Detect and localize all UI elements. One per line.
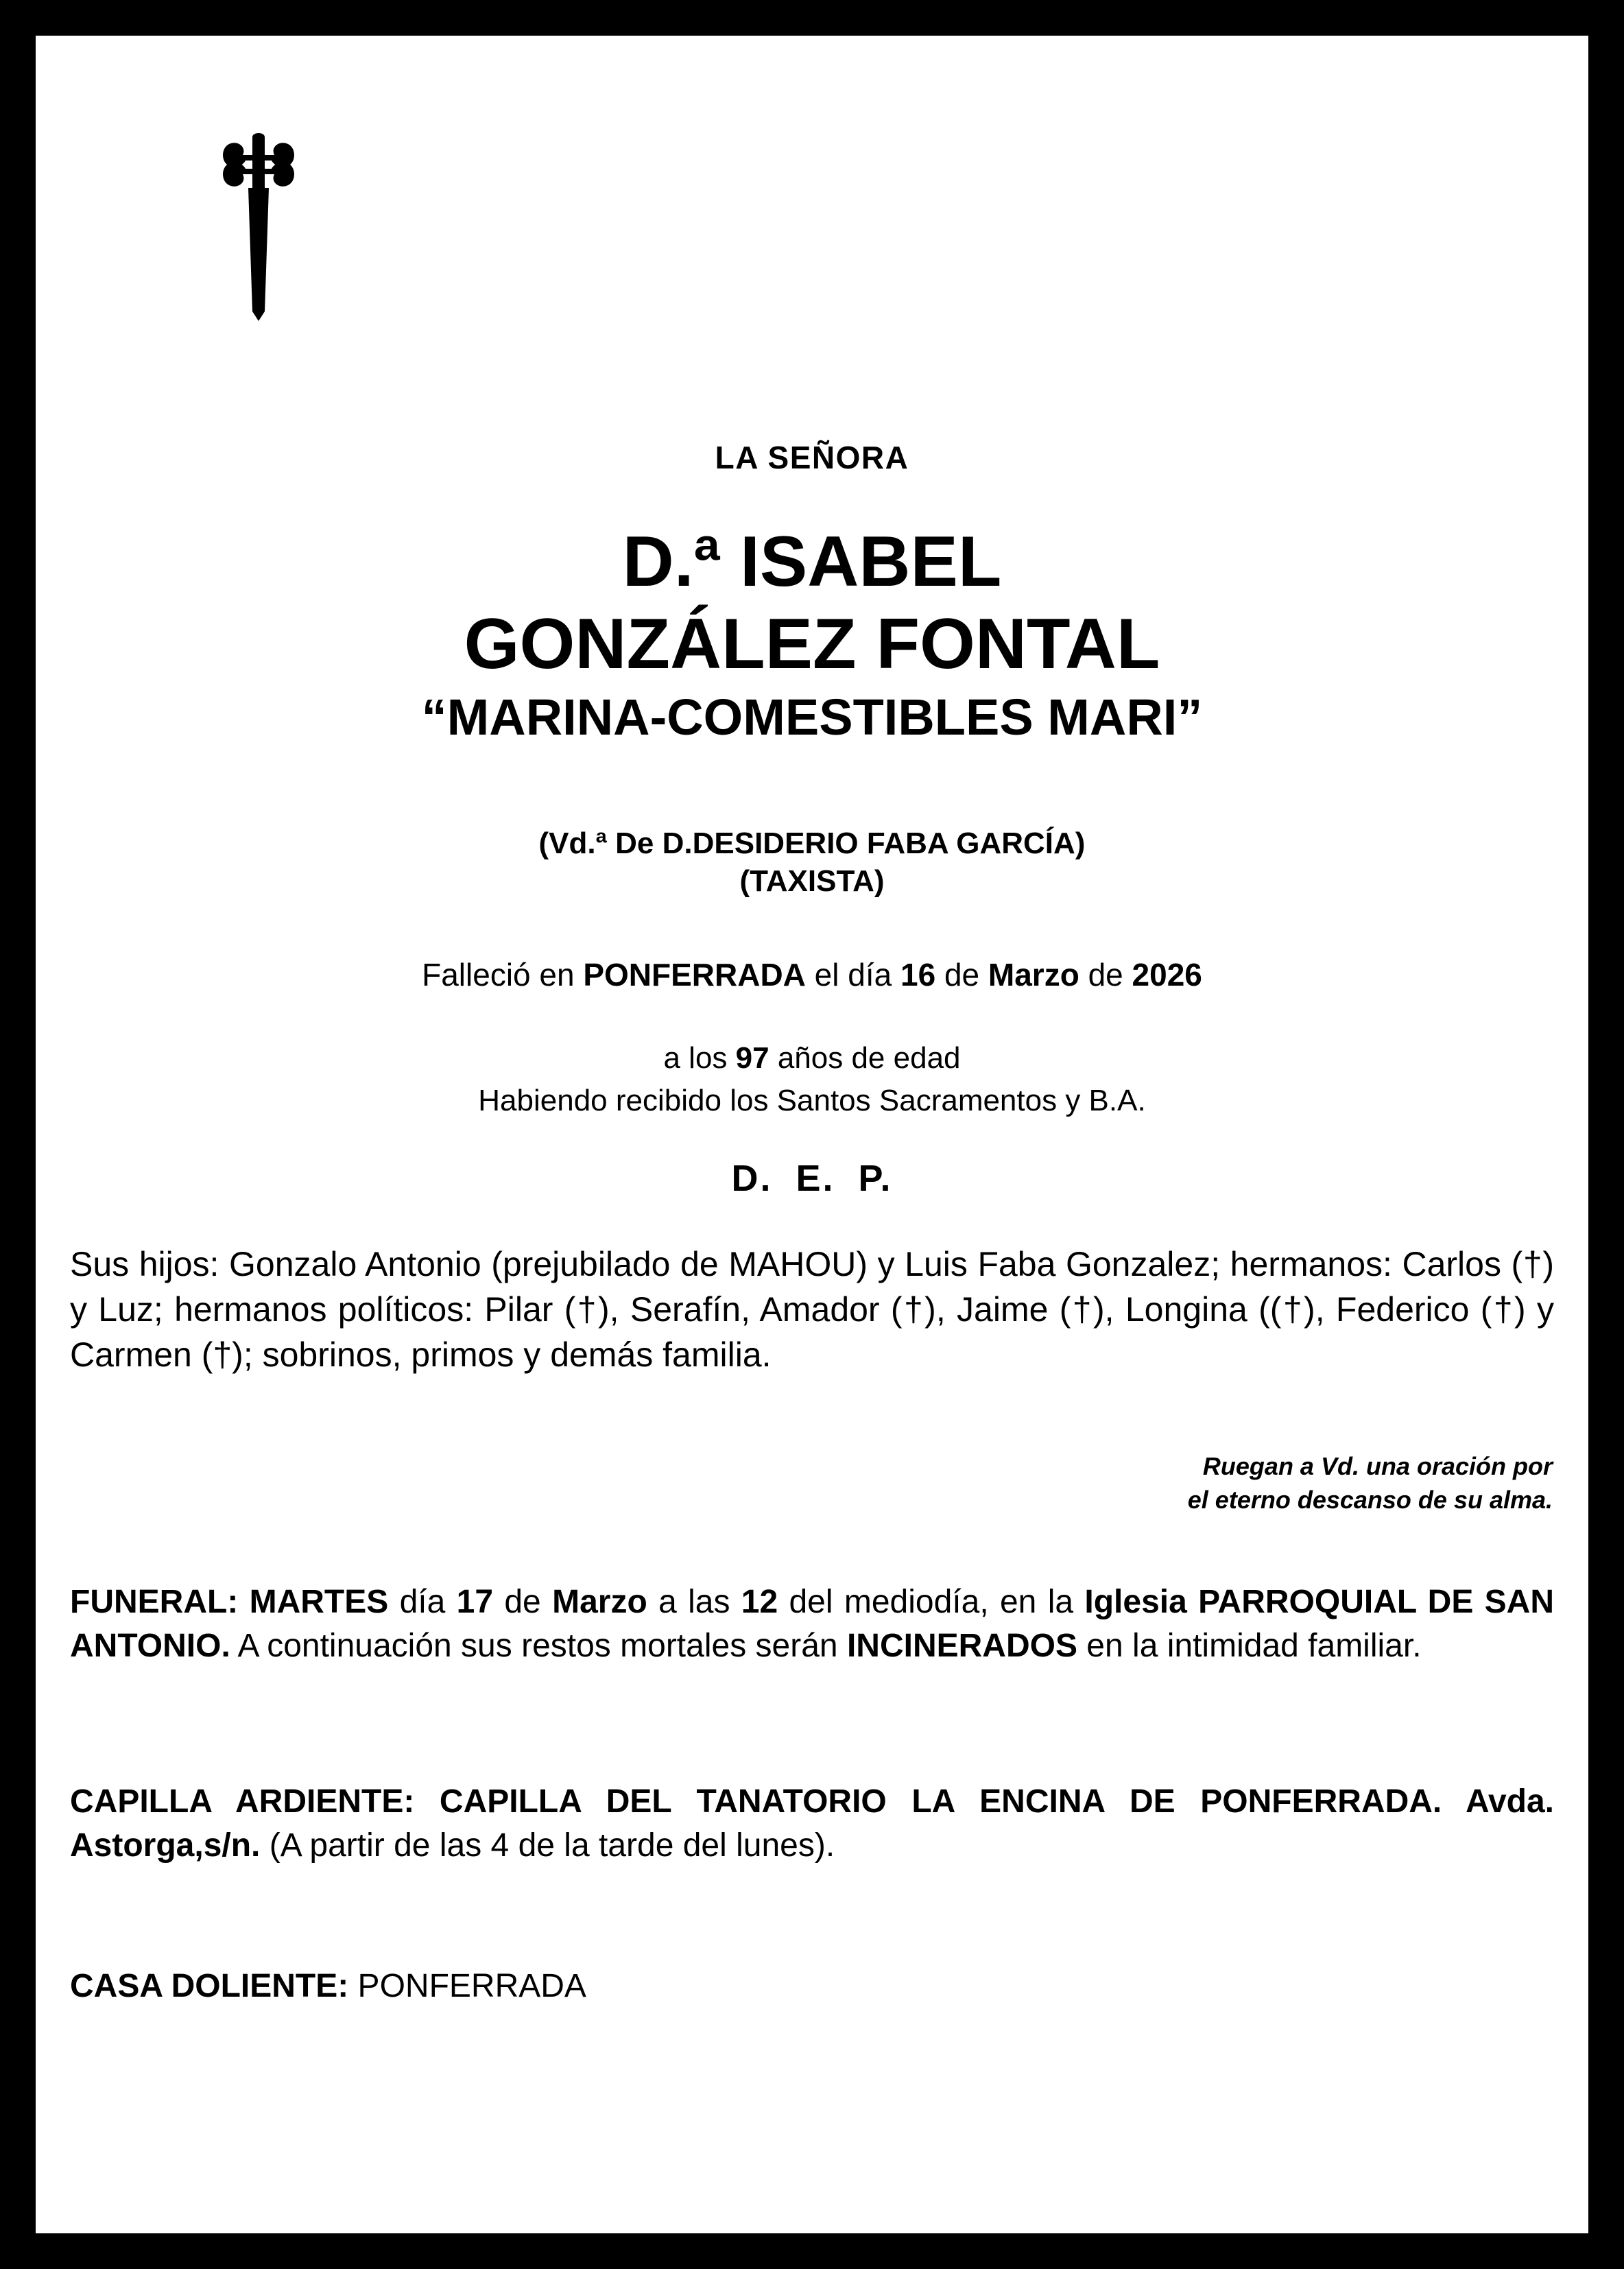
surviving-family-paragraph: Sus hijos: Gonzalo Antonio (prejubilado de MAHOU) y Luis Faba Gonzalez; hermanos: Carlos (†) y Luz; hermanos políticos: Pilar (†), Serafín, Amador (†), Jaime (†), Longina ((†), Federico (†) y Carmen (†); sobrinos, primos y demás familia. <box>70 1245 1554 1374</box>
age-prefix: a los <box>663 1041 736 1075</box>
death-year: 2026 <box>1132 957 1202 993</box>
age-line <box>36 1037 1588 1080</box>
death-mid: el día <box>805 957 900 993</box>
age-value: 97 <box>735 1041 769 1075</box>
funeral-t1: día <box>388 1584 457 1620</box>
rip-p: P. <box>858 1158 893 1199</box>
rip-d: D. <box>731 1158 773 1199</box>
death-of: de <box>935 957 988 993</box>
christian-cross-icon <box>193 125 324 324</box>
death-place: PONFERRADA <box>583 957 806 993</box>
funeral-disposition: INCINERADOS <box>846 1627 1077 1664</box>
mourning-house-place: PONFERRADA <box>348 1968 586 2004</box>
spouse-occupation: (TAXISTA) <box>739 864 885 898</box>
age-and-sacraments <box>36 1037 1588 1121</box>
mourning-house-line <box>70 1964 1554 2008</box>
deceased-name-block <box>36 522 1588 746</box>
death-day: 16 <box>900 957 936 993</box>
rip-abbreviation <box>36 1157 1588 1200</box>
death-prefix: Falleció en <box>422 957 584 993</box>
funeral-t2: de <box>493 1584 553 1620</box>
prayer-request <box>867 1450 1553 1517</box>
funeral-hour: 12 <box>741 1584 778 1620</box>
chapel-venue: CAPILLA DEL TANATORIO LA ENCINA DE PONFERRADA. Avda. Astorga,s/n. <box>70 1783 1554 1864</box>
death-month: Marzo <box>988 957 1079 993</box>
funeral-month: Marzo <box>552 1584 647 1620</box>
chapel-paragraph <box>70 1780 1554 1868</box>
honorific-label: LA SEÑORA <box>715 440 909 475</box>
deceased-nickname: “MARINA-COMESTIBLES MARI” <box>421 689 1203 746</box>
death-of2: de <box>1079 957 1132 993</box>
spouse-name: (Vd.ª De D.DESIDERIO FABA GARCÍA) <box>538 827 1086 860</box>
funeral-weekday: MARTES <box>238 1584 389 1620</box>
spouse-block <box>36 824 1588 900</box>
funeral-day: 17 <box>456 1584 494 1620</box>
rip-e: E. <box>796 1158 835 1199</box>
sacraments-line: Habiendo recibido los Santos Sacramentos y B.A. <box>478 1083 1146 1117</box>
funeral-paragraph <box>70 1580 1554 1668</box>
mourning-house-label: CASA DOLIENTE: <box>70 1968 349 2004</box>
deceased-name-line-2: GONZÁLEZ FONTAL <box>464 604 1160 684</box>
deceased-name-line-1: D.ª ISABEL <box>622 522 1002 602</box>
prayer-line-2: el eterno descanso de su alma. <box>1187 1485 1553 1514</box>
age-suffix: años de edad <box>769 1041 961 1075</box>
death-statement <box>36 955 1588 996</box>
funeral-t4: del mediodía, en la <box>778 1584 1085 1620</box>
funeral-t3: a las <box>647 1584 741 1620</box>
funeral-t5: A continuación sus restos mortales serán <box>230 1627 847 1664</box>
notice-content <box>36 36 1588 2233</box>
funeral-church: Iglesia PARROQUIAL DE SAN ANTONIO. <box>70 1584 1555 1664</box>
notice-body <box>36 36 1588 2233</box>
chapel-hours: (A partir de las 4 de la tarde del lunes). <box>260 1827 835 1864</box>
chapel-label: CAPILLA ARDIENTE: <box>70 1783 415 1820</box>
funeral-label: FUNERAL: <box>70 1584 239 1620</box>
funeral-t6: en la intimidad familiar. <box>1077 1627 1422 1664</box>
prayer-line-1: Ruegan a Vd. una oración por <box>1202 1452 1553 1480</box>
